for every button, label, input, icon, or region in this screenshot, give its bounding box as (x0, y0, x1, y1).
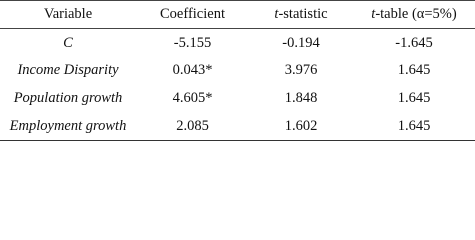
header-t-statistic (249, 0, 353, 28)
row-t-table: -1.645 (395, 35, 433, 51)
row-coefficient: 0.043* (172, 61, 213, 78)
row-t-table: 1.645 (397, 117, 431, 134)
row-variable: Employment growth (9, 117, 127, 134)
header-row (0, 0, 475, 28)
row-variable: Income Disparity (17, 61, 119, 78)
table-row (0, 112, 475, 140)
header-variable-label: Variable (43, 5, 93, 22)
row-t-statistic: 1.848 (284, 89, 318, 106)
header-variable (0, 0, 136, 28)
row-coefficient: -5.155 (173, 35, 212, 51)
row-variable: C (63, 35, 73, 51)
row-t-statistic: 3.976 (284, 61, 318, 78)
row-t-statistic: 1.602 (284, 117, 318, 134)
row-t-statistic: -0.194 (282, 35, 320, 51)
row-t-table: 1.645 (397, 61, 431, 78)
header-t-statistic-suffix: -statistic (278, 5, 328, 22)
table-body (0, 28, 475, 140)
row-variable: Population growth (13, 89, 123, 106)
bottom-rule (0, 140, 475, 141)
header-t-table-suffix: -table (α=5%) (375, 5, 457, 22)
header-coefficient (136, 0, 249, 28)
row-coefficient: 4.605* (172, 89, 213, 106)
table-row (0, 28, 475, 56)
row-t-table: 1.645 (397, 89, 431, 106)
table-row (0, 56, 475, 84)
table-header (0, 0, 475, 28)
header-coefficient-label: Coefficient (160, 5, 225, 22)
header-t-table-prefix: t (371, 5, 376, 22)
table-row (0, 84, 475, 112)
header-t-table (353, 0, 475, 28)
row-coefficient: 2.085 (176, 117, 209, 134)
header-t-statistic-prefix: t (274, 5, 279, 22)
